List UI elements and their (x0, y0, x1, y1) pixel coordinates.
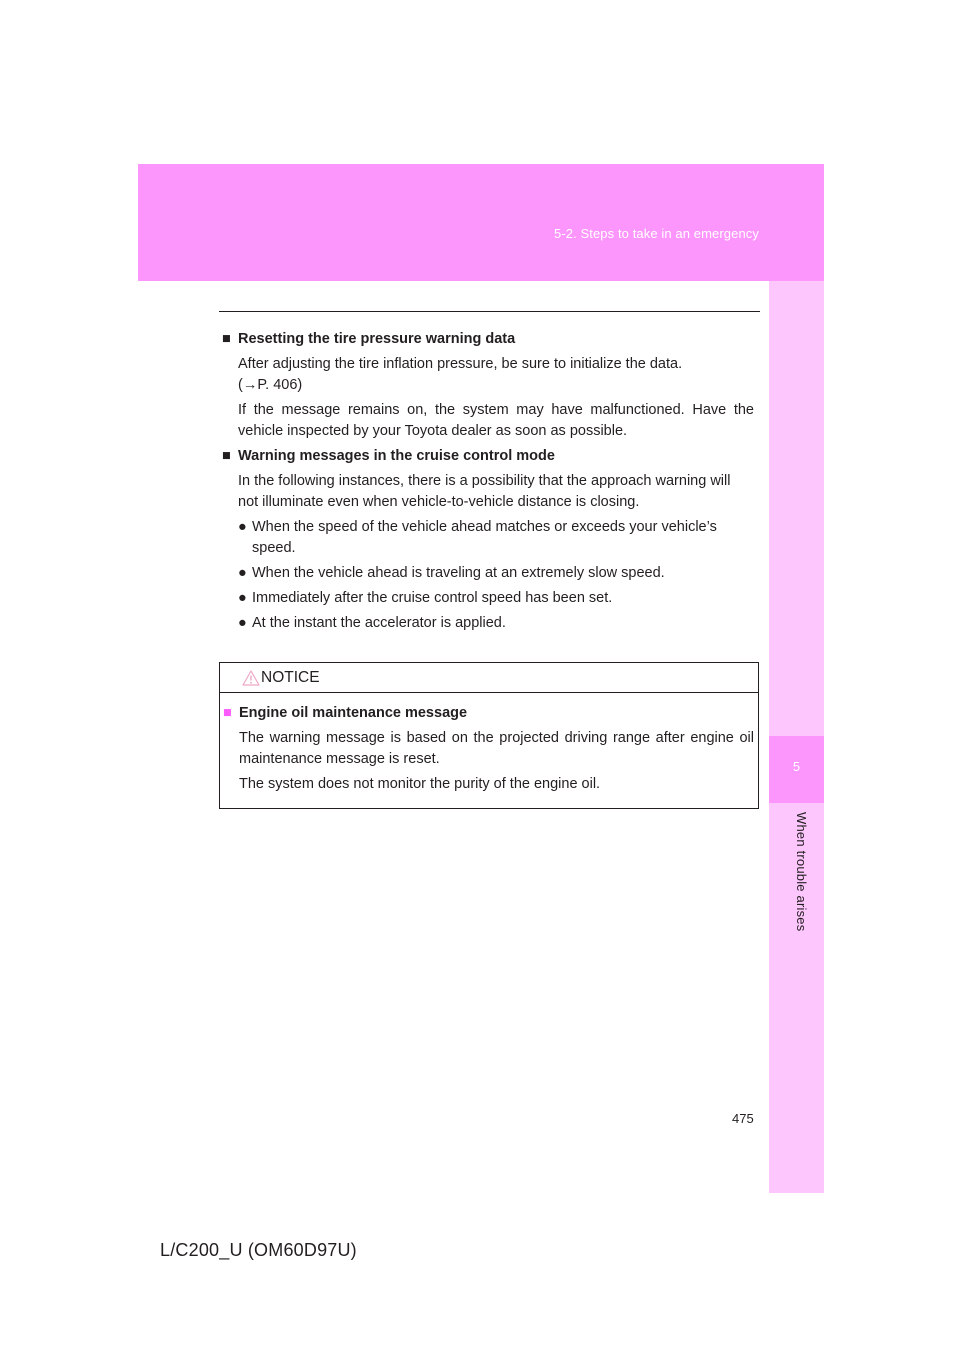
list-item: ● Immediately after the cruise control speed has been set. (238, 588, 754, 609)
bullet-icon: ● (238, 519, 247, 535)
paragraph: After adjusting the tire inflation pressure, be sure to initialize the data. (238, 356, 683, 372)
bullet-icon: ● (238, 565, 247, 581)
square-marker-icon: ■ (223, 705, 232, 721)
square-marker-icon: ■ (222, 448, 231, 464)
list-item: ● At the instant the accelerator is applied. (238, 613, 754, 634)
heading-text: Warning messages in the cruise control mode (238, 448, 555, 464)
section-heading (222, 329, 754, 350)
section-heading (222, 446, 754, 467)
heading-text: Engine oil maintenance message (239, 705, 468, 721)
chapter-number: 5 (792, 759, 801, 774)
page-number: 475 (732, 1111, 754, 1126)
heading-text: Resetting the tire pressure warning data (238, 331, 516, 347)
side-tab (769, 281, 824, 1193)
paragraph: In the following instances, there is a possibility that the approach warning will not illuminate even when vehicle-to-vehicle distance is closing. (238, 473, 731, 510)
main-content (222, 329, 754, 634)
top-divider (219, 311, 760, 312)
warning-triangle-icon (242, 670, 260, 686)
chapter-number-box (769, 736, 824, 803)
square-marker-icon: ■ (222, 331, 231, 347)
bullet-icon: ● (238, 615, 247, 631)
header-band (138, 164, 824, 281)
paragraph: The system does not monitor the purity of the engine oil. (239, 776, 601, 792)
notice-box (219, 662, 759, 809)
section-title: 5-2. Steps to take in an emergency (553, 226, 759, 241)
footer-code: L/C200_U (OM60D97U) (160, 1240, 357, 1260)
list-item: ● When the vehicle ahead is traveling at an extremely slow speed. (238, 563, 754, 584)
notice-header (220, 663, 758, 693)
notice-content (223, 703, 754, 795)
paragraph: If the message remains on, the system may have malfunctioned. Have the vehicle inspected by your Toyota dealer as soon as possible. (238, 402, 754, 439)
notice-title: NOTICE (261, 669, 320, 686)
notice-heading (223, 703, 754, 724)
page-reference: (→P. 406) (238, 377, 303, 393)
list-item: ● When the speed of the vehicle ahead matches or exceeds your vehicle’s speed. (238, 517, 754, 559)
paragraph: The warning message is based on the projected driving range after engine oil maintenance message is reset. (239, 730, 754, 767)
bullet-icon: ● (238, 590, 247, 606)
chapter-label: When trouble arises (794, 812, 809, 932)
